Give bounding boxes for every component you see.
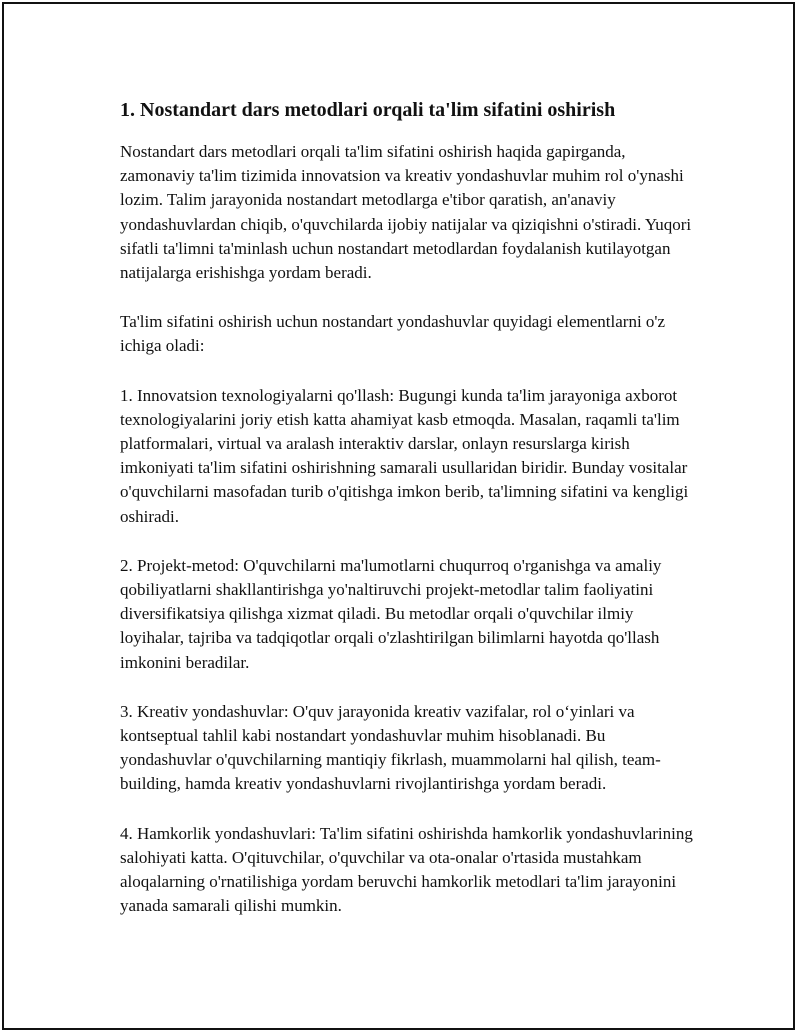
list-item-creative-approaches: 3. Kreativ yondashuvlar: O'quv jarayonida kreativ vazifalar, rol oʻyinlari va kontseptual tahlil kabi nostandart yondashuvlar muhim hisoblanadi. Bu yondashuvlar o'quvchilarning mantiqiy fikrlash, muammolarni hal qilish, team-building, hamda kreativ yondashuvlarni rivojlantirishga yordam beradi. <box>120 701 661 794</box>
document-title: 1. Nostandart dars metodlari orqali ta'lim sifatini oshirish <box>120 99 616 121</box>
list-item-innovative-technologies: 1. Innovatsion texnologiyalarni qo'llash: Bugungi kunda ta'lim jarayoniga axborot texnologiyalarini joriy etish katta ahamiyat kasb etmoqda. Masalan, raqamli ta'lim platformalari, virtual va aralash interaktiv darslar, onlayn resurslarga kirish imkoniyati ta'lim sifatini oshirishning samarali usullaridan biridir. Bunday vositalar o'quvchilarni masofadan turib o'qitishga imkon berib, ta'limning sifatini va kengligi oshiradi. <box>120 385 689 526</box>
list-item-project-method: 2. Projekt-metod: O'quvchilarni ma'lumotlarni chuqurroq o'rganishga va amaliy qobiliyatlarni shakllantirishga yo'naltiruvchi projekt-metodlar talim faoliyatini diversifikatsiya qilishga xizmat qiladi. Bu metodlar orqali o'quvchilar ilmiy loyihalar, tajriba va tadqiqotlar orqali o'zlashtirilgan bilimlarni hayotda qo'llash imkonini beradilar. <box>120 555 662 672</box>
page-frame <box>2 2 795 1030</box>
elements-intro-paragraph: Ta'lim sifatini oshirish uchun nostandart yondashuvlar quyidagi elementlarni o'z ichiga oladi: <box>120 312 666 356</box>
list-item-collaboration-approaches: 4. Hamkorlik yondashuvlari: Ta'lim sifatini oshirishda hamkorlik yondashuvlarining salohiyati katta. O'qituvchilar, o'quvchilar va ota-onalar o'rtasida mustahkam aloqalarning o'rnatilishiga yordam beruvchi hamkorlik metodlari ta'lim jarayonini yanada samarali qilishi mumkin. <box>120 823 693 916</box>
document-body <box>120 97 695 943</box>
intro-paragraph: Nostandart dars metodlari orqali ta'lim sifatini oshirish haqida gapirganda, zamonaviy ta'lim tizimida innovatsion va kreativ yondashuvlar muhim rol o'ynashi lozim. Talim jarayonida nostandart metodlarga e'tibor qaratish, an'anaviy yondashuvlardan chiqib, o'quvchilarda ijobiy natijalar va qiziqishni o'stiradi. Yuqori sifatli ta'limni ta'minlash uchun nostandart metodlardan foydalanish kutilayotgan natijalarga erishishga yordam beradi. <box>120 142 692 283</box>
